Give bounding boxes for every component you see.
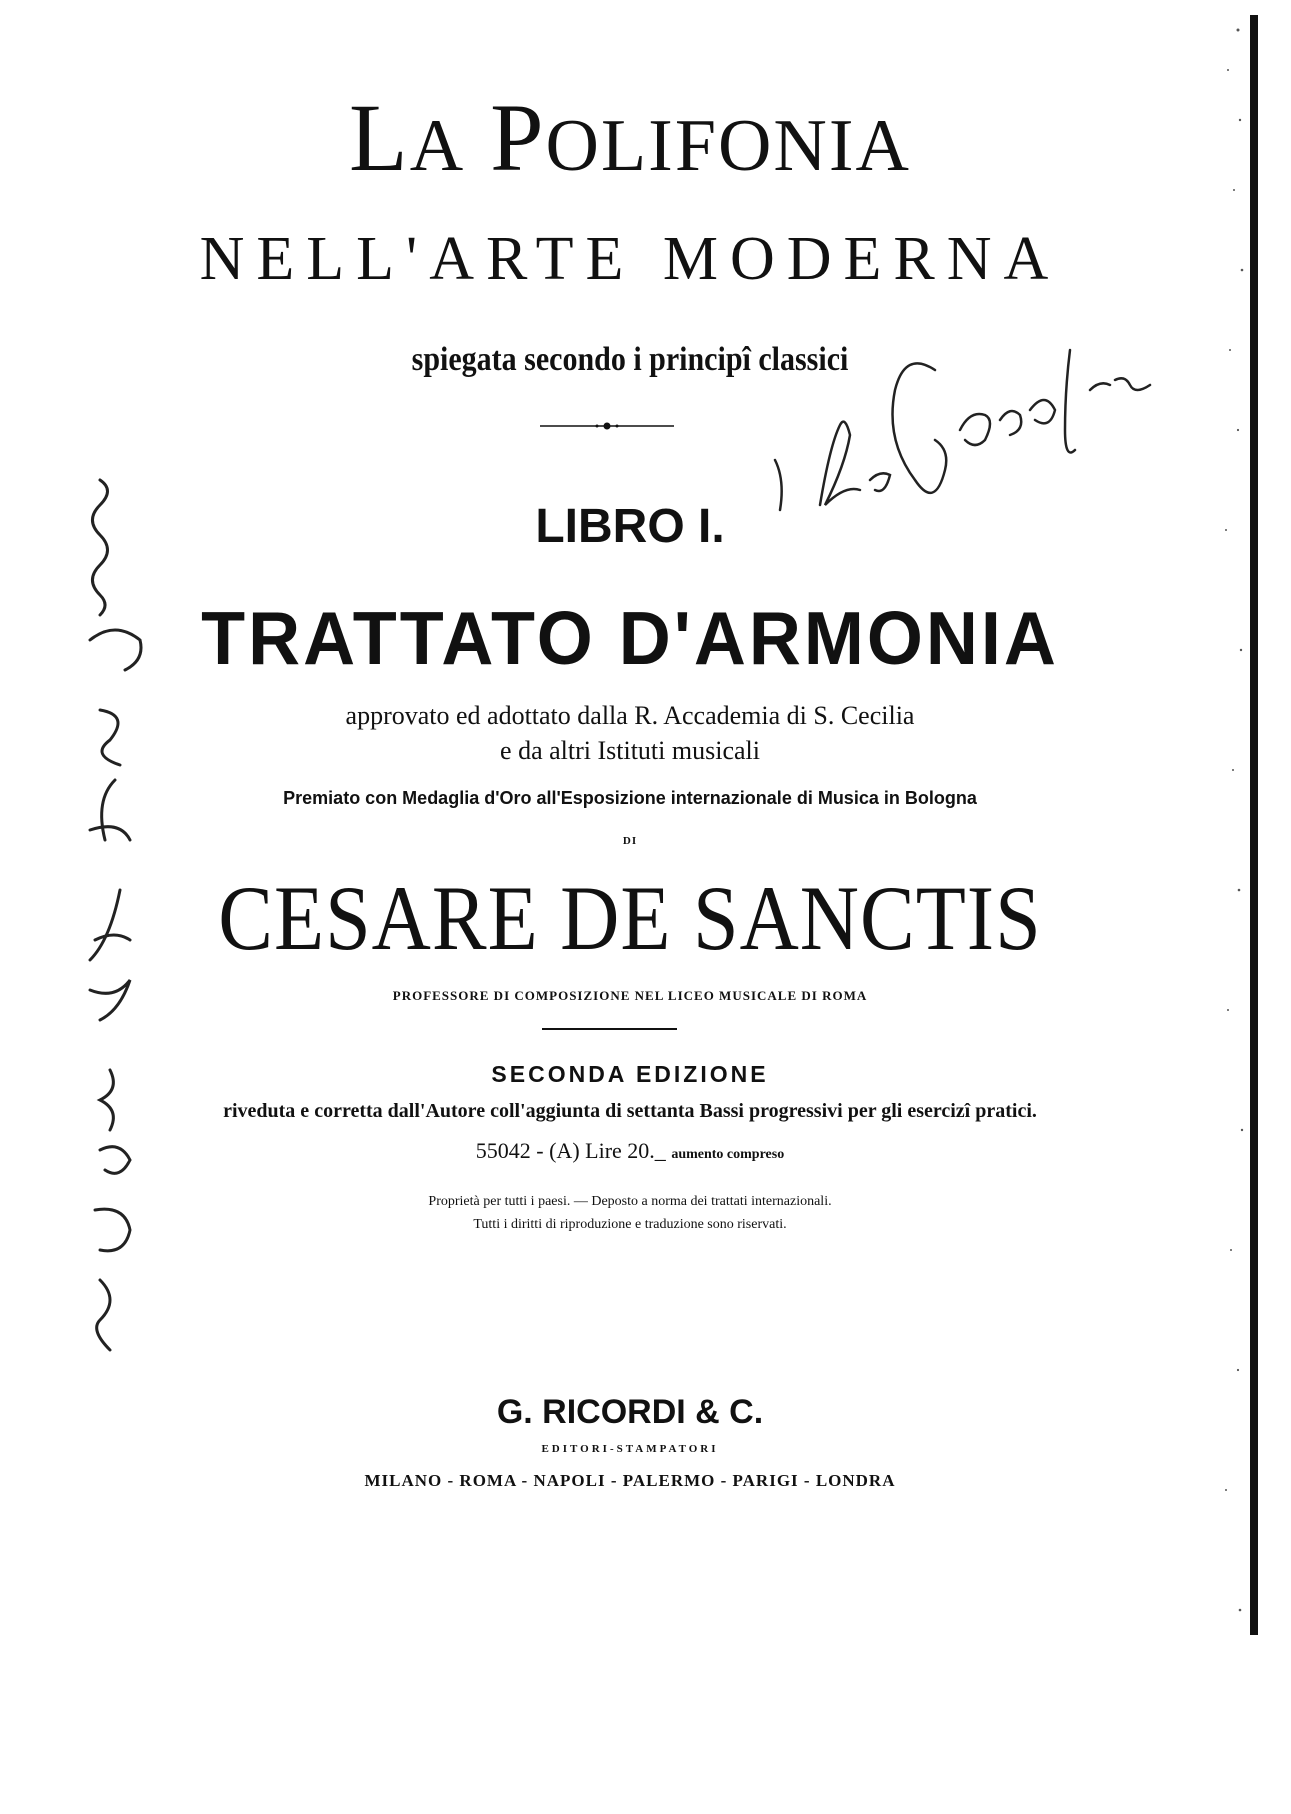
title-rest-olifonia: OLIFONIA [545, 105, 911, 187]
divider-rule [542, 1028, 677, 1030]
title-initial-l: L [349, 84, 410, 191]
edition-description: riveduta e corretta dall'Autore coll'aggiunta di settanta Bassi progressivi per gli esercizî pratici. [223, 1100, 1037, 1122]
treatise-title: TRATTATO D'ARMONIA [201, 597, 1059, 681]
page-edge-shadow [1250, 15, 1258, 1635]
approval-line-2: e da altri Istituti musicali [500, 736, 760, 765]
handwritten-signature-icon [760, 330, 1160, 540]
ornament-divider-icon [540, 421, 674, 431]
title-rest-a: A [409, 105, 466, 187]
publisher-cities: MILANO - ROMA - NAPOLI - PALERMO - PARIGI - LONDRA [364, 1471, 896, 1490]
edition-label: SECONDA EDIZIONE [491, 1061, 769, 1087]
title-line-2: NELL'ARTE MODERNA [199, 225, 1061, 293]
price-line [60, 1140, 1200, 1162]
author-role: PROFESSORE DI COMPOSIZIONE NEL LICEO MUSICALE DI ROMA [392, 988, 868, 1003]
author-name: CESARE DE SANCTIS [218, 867, 1042, 970]
rights-line-1: Proprietà per tutti i paesi. — Deposto a norma dei trattati internazionali. [428, 1194, 832, 1209]
book-number: LIBRO I. [535, 500, 725, 553]
plate-number: 55042 - (A) [475, 1138, 580, 1163]
margin-handwriting-icon [70, 470, 180, 1370]
subtitle: spiegata secondo i principî classici [411, 340, 849, 378]
by-label: DI [622, 835, 638, 847]
main-title [60, 84, 1200, 191]
title-initial-p: P [490, 84, 546, 191]
publisher-role: EDITORI-STAMPATORI [541, 1443, 719, 1455]
rights-line-2: Tutti i diritti di riproduzione e traduzione sono riservati. [473, 1217, 787, 1232]
price-note: aumento compreso [671, 1147, 785, 1162]
publisher-name: G. RICORDI & C. [496, 1393, 764, 1431]
approval-line-1: approvato ed adottato dalla R. Accademia di S. Cecilia [345, 701, 915, 730]
prize-line: Premiato con Medaglia d'Oro all'Esposizione internazionale di Musica in Bologna [283, 788, 977, 808]
scan-speckle-icon [1168, 10, 1248, 1650]
price: Lire 20._ [585, 1138, 666, 1163]
